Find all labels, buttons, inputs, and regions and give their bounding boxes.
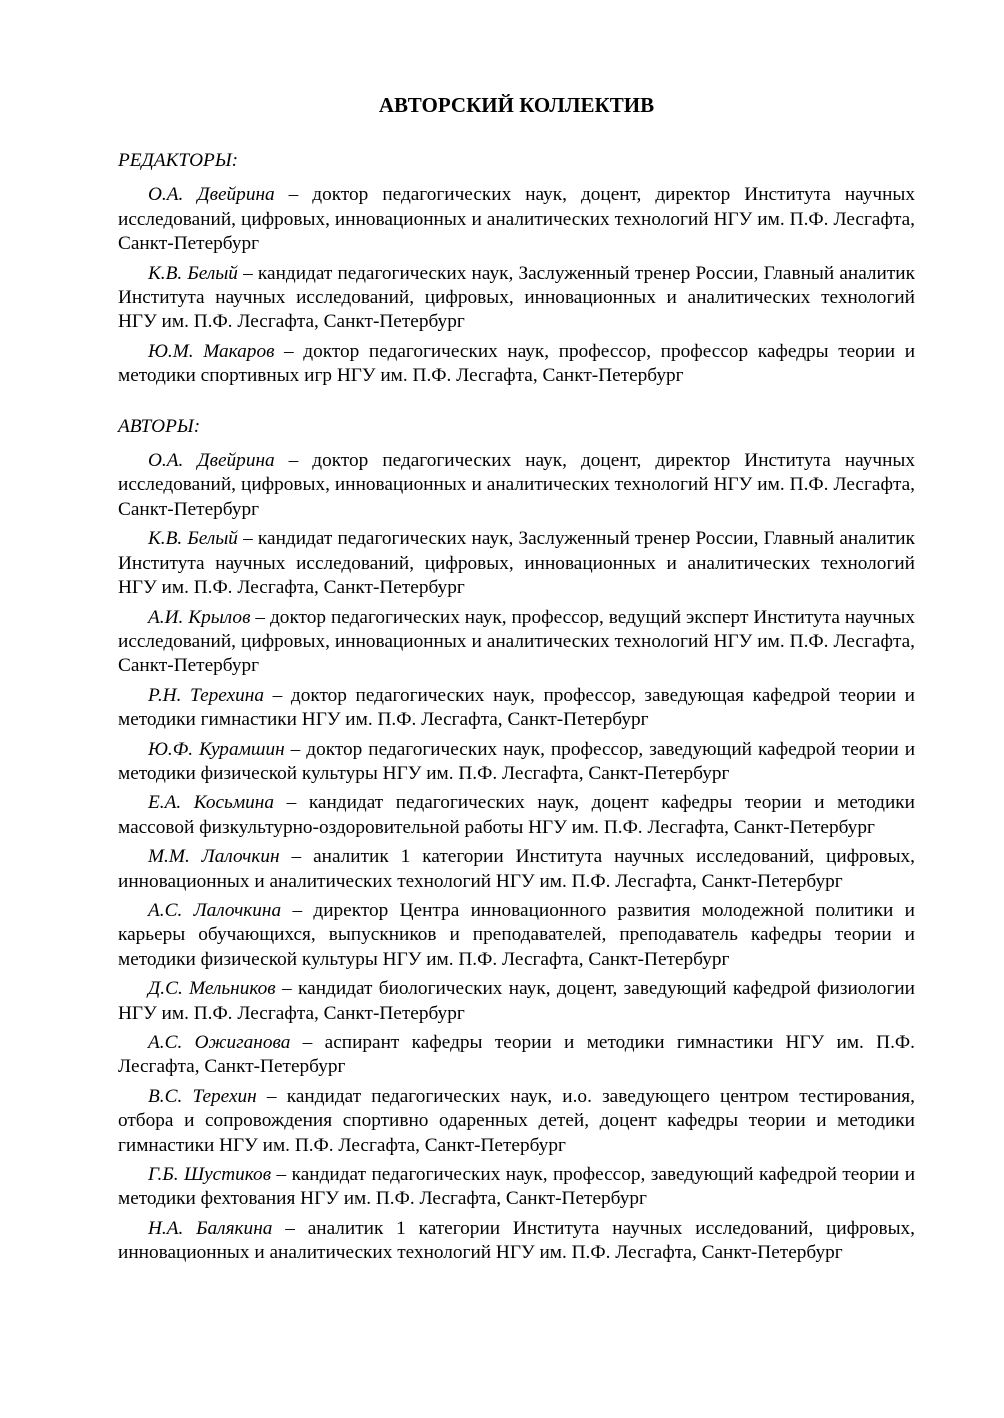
entry-name: А.И. Крылов [148, 606, 251, 628]
editors-section [118, 149, 915, 389]
entry-name: О.А. Двейрина [148, 184, 275, 206]
page-title: АВТОРСКИЙ КОЛЛЕКТИВ [378, 93, 655, 117]
entry-description: – кандидат педагогических наук, профессор, заведующий кафедрой теории и методики фехтования НГУ им. П.Ф. Лесгафта, Санкт-Петербург [118, 1164, 916, 1210]
entry-description: – доктор педагогических наук, профессор, профессор кафедры теории и методики спортивных игр НГУ им. П.Ф. Лесгафта, Санкт-Петербург [118, 340, 916, 387]
section-heading: АВТОРЫ: [118, 415, 201, 437]
list-item [118, 899, 915, 972]
entry-name: А.С. Ожиганова [148, 1032, 291, 1053]
document-page [118, 92, 915, 1271]
list-item [118, 684, 915, 733]
entry-name: Н.А. Балякина [148, 1217, 273, 1239]
entry-description: – доктор педагогических наук, профессор, заведующий кафедрой теории и методики физической культуры НГУ им. П.Ф. Лесгафта, Санкт-Петербург [118, 738, 916, 784]
authors-section [118, 415, 915, 1266]
list-item [118, 791, 915, 840]
list-item [118, 1031, 915, 1080]
entry-description: – кандидат биологических наук, доцент, заведующий кафедрой физиологии НГУ им. П.Ф. Лесгафта, Санкт-Петербург [118, 978, 915, 1024]
entry-name: Г.Б. Шустиков [148, 1164, 272, 1186]
entry-name: В.С. Терехин [148, 1085, 257, 1107]
entry-description: – аналитик 1 категории Института научных исследований, цифровых, инновационных и аналитических технологий НГУ им. П.Ф. Лесгафта, Санкт-Петербург [118, 846, 915, 892]
entry-description: – доктор педагогических наук, профессор, заведующая кафедрой теории и методики гимнастики НГУ им. П.Ф. Лесгафта, Санкт-Петербург [118, 684, 915, 731]
entry-description: – аналитик 1 категории Института научных исследований, цифровых, инновационных и аналитических технологий НГУ им. П.Ф. Лесгафта, Санкт-Петербург [118, 1217, 915, 1264]
list-item [118, 738, 915, 787]
entry-description: – директор Центра инновационного развития молодежной политики и карьеры обучающихся, выпускников и преподавателей, преподаватель кафедры теории и методики физической культуры НГУ им. П.Ф. Лесгафта, Санкт-Петербург [118, 899, 915, 970]
entry-description: – доктор педагогических наук, доцент, директор Института научных исследований, цифровых, инновационных и аналитических технологий НГУ им. П.Ф. Лесгафта, Санкт-Петербург [118, 184, 915, 255]
entry-name: М.М. Лалочкин [148, 846, 280, 868]
entry-description: – аспирант кафедры теории и методики гимнастики НГУ им. П.Ф. Лесгафта, Санкт-Петербург [118, 1032, 915, 1078]
list-item [118, 845, 915, 894]
entry-name: Ю.Ф. Курамшин [148, 738, 285, 760]
section-heading: РЕДАКТОРЫ: [118, 150, 239, 171]
entry-name: Е.А. Косьмина [148, 792, 274, 814]
list-item [118, 262, 915, 335]
entry-description: – доктор педагогических наук, доцент, директор Института научных исследований, цифровых, инновационных и аналитических технологий НГУ им. П.Ф. Лесгафта, Санкт-Петербург [118, 450, 915, 520]
list-item [118, 606, 915, 679]
list-item [118, 1163, 915, 1212]
entry-description: – кандидат педагогических наук, Заслуженный тренер России, Главный аналитик Института научных исследований, цифровых, инновационных и аналитических технологий НГУ им. П.Ф. Лесгафта, Санкт-Петербург [118, 528, 915, 599]
list-item [118, 977, 915, 1026]
entry-name: К.В. Белый [148, 262, 238, 284]
entry-name: К.В. Белый [148, 528, 238, 550]
entry-name: А.С. Лалочкина [148, 899, 282, 921]
entry-name: Р.Н. Терехина [148, 684, 264, 706]
entry-description: – кандидат педагогических наук, и.о. заведующего центром тестирования, отбора и сопровождения спортивно одаренных детей, доцент кафедры теории и методики гимнастики НГУ им. П.Ф. Лесгафта, Санкт-Петербург [118, 1085, 915, 1156]
list-item [118, 1085, 915, 1158]
entry-name: О.А. Двейрина [148, 450, 275, 472]
entry-name: Д.С. Мельников [148, 978, 276, 1000]
list-item [118, 1217, 915, 1266]
list-item [118, 183, 915, 256]
entry-description: – доктор педагогических наук, профессор, ведущий эксперт Института научных исследований, цифровых, инновационных и аналитических технологий НГУ им. П.Ф. Лесгафта, Санкт-Петербург [118, 606, 915, 677]
entry-description: – кандидат педагогических наук, Заслуженный тренер России, Главный аналитик Института научных исследований, цифровых, инновационных и аналитических технологий НГУ им. П.Ф. Лесгафта, Санкт-Петербург [118, 262, 915, 333]
list-item [118, 340, 915, 389]
entry-name: Ю.М. Макаров [148, 340, 275, 362]
list-item [118, 449, 915, 522]
entry-description: – кандидат педагогических наук, доцент кафедры теории и методики массовой физкультурно-оздоровительной работы НГУ им. П.Ф. Лесгафта, Санкт-Петербург [118, 792, 915, 838]
list-item [118, 527, 915, 600]
